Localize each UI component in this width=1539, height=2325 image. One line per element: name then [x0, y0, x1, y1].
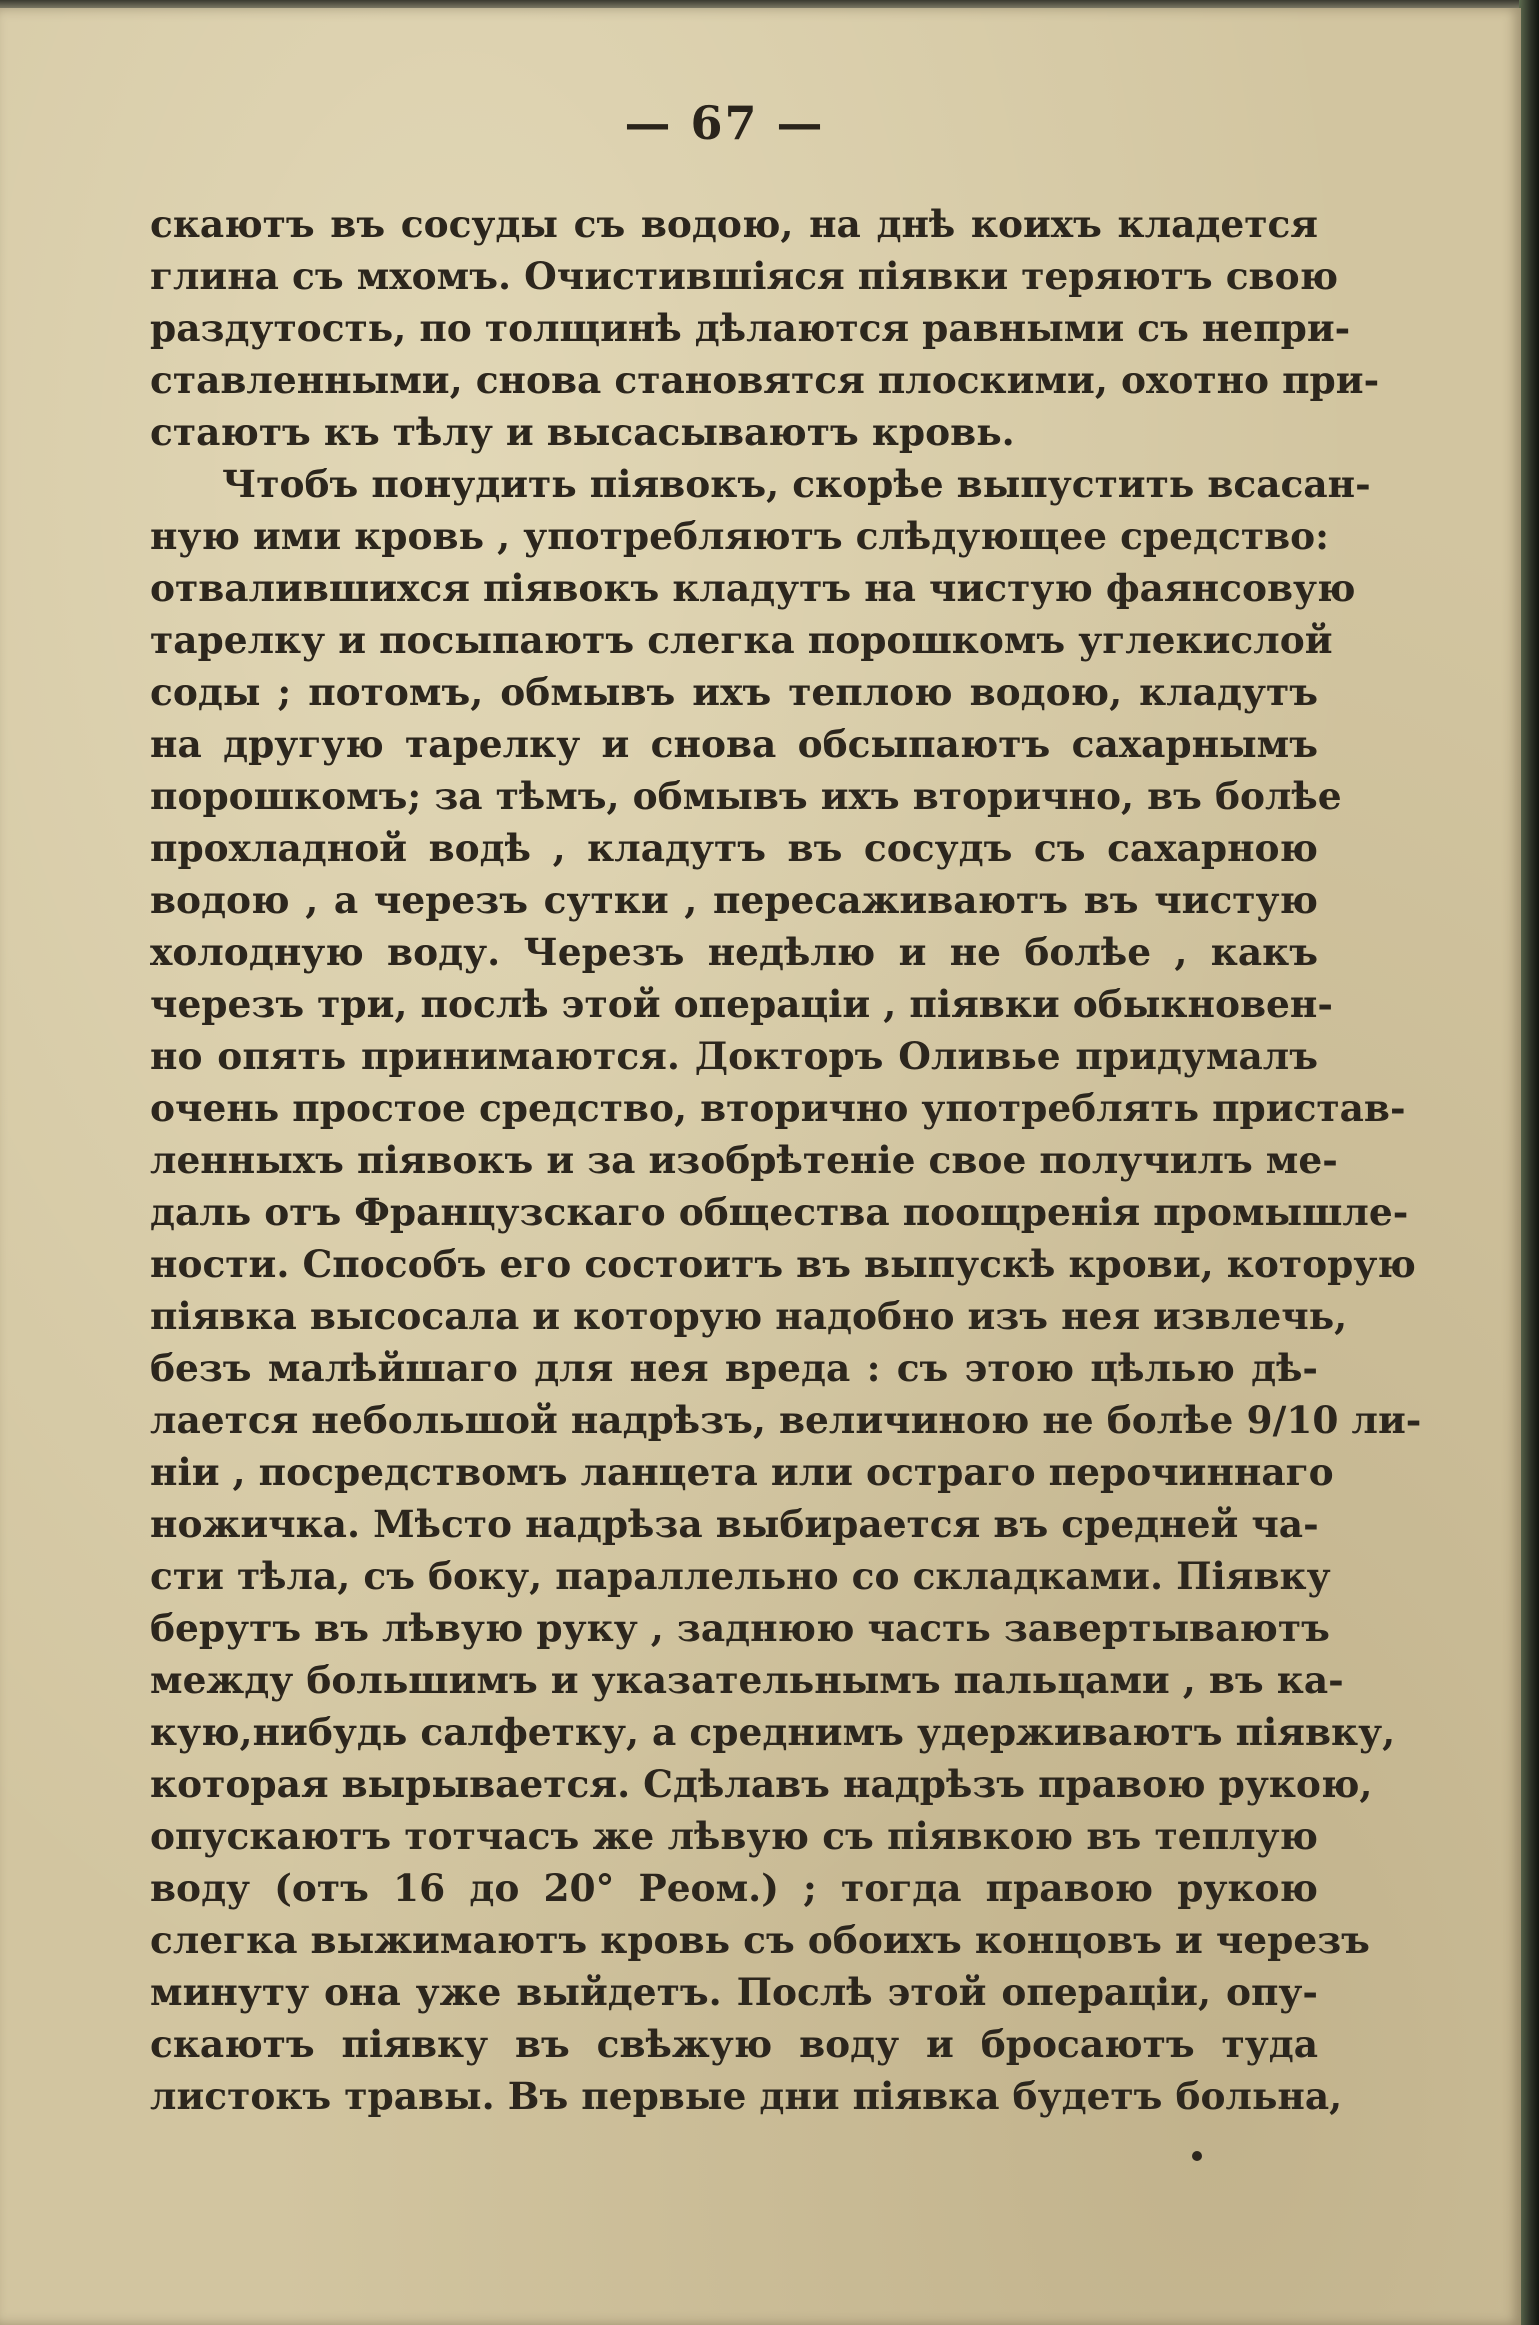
- text-line: на другую тарелку и снова обсыпаютъ сахарнымъ: [150, 722, 1318, 766]
- text-line: раздутость, по толщинѣ дѣлаются равными съ непри-: [150, 306, 1351, 350]
- text-line: даль отъ Французскаго общества поощренія промышле-: [150, 1190, 1409, 1234]
- text-line: минуту она уже выйдетъ. Послѣ этой операціи, опу-: [150, 1970, 1318, 2014]
- text-line: листокъ травы. Въ первые дни піявка будетъ больна,: [150, 2074, 1343, 2118]
- printer-mark: [1192, 2151, 1202, 2161]
- paragraph: [150, 458, 1422, 2122]
- text-line: слегка выжимаютъ кровь съ обоихъ концовъ и черезъ: [150, 1918, 1370, 1962]
- text-line: глина съ мхомъ. Очистившіяся піявки теряютъ свою: [150, 254, 1339, 298]
- text-line: воду (отъ 16 до 20° Реом.) ; тогда правою рукою: [150, 1866, 1318, 1910]
- text-line: черезъ три, послѣ этой операціи , піявки обыкновен-: [150, 982, 1333, 1026]
- text-line: сти тѣла, съ боку, параллельно со складками. Піявку: [150, 1554, 1331, 1598]
- text-line: порошкомъ; за тѣмъ, обмывъ ихъ вторично, въ болѣе: [150, 774, 1342, 818]
- text-line: берутъ въ лѣвую руку , заднюю часть завертываютъ: [150, 1606, 1330, 1650]
- text-line: ную ими кровь , употребляютъ слѣдующее средство:: [150, 514, 1329, 558]
- text-line: лается небольшой надрѣзъ, величиною не болѣе 9/10 ли-: [150, 1398, 1422, 1442]
- text-line: піявка высосала и которую надобно изъ нея извлечь,: [150, 1294, 1348, 1338]
- text-line: между большимъ и указательнымъ пальцами , въ ка-: [150, 1658, 1344, 1702]
- text-line: водою , а черезъ сутки , пересаживаютъ въ чистую: [150, 878, 1318, 922]
- book-page: [0, 8, 1521, 2325]
- text-line: ставленными, снова становятся плоскими, охотно при-: [150, 358, 1380, 402]
- text-line: скаютъ піявку въ свѣжую воду и бросаютъ туда: [150, 2022, 1318, 2066]
- text-line: ности. Способъ его состоитъ въ выпускѣ крови, которую: [150, 1242, 1416, 1286]
- text-line: стаютъ къ тѣлу и высасываютъ кровь.: [150, 410, 1015, 454]
- text-line: безъ малѣйшаго для нея вреда : съ этою цѣлью дѣ-: [150, 1346, 1318, 1390]
- text-line: кую,нибудь салфетку, а среднимъ удерживаютъ піявку,: [150, 1710, 1396, 1754]
- paragraph: [150, 198, 1380, 458]
- text-line: отвалившихся піявокъ кладутъ на чистую фаянсовую: [150, 566, 1356, 610]
- text-line: ленныхъ піявокъ и за изобрѣтеніе свое получилъ ме-: [150, 1138, 1338, 1182]
- text-line: опускаютъ тотчасъ же лѣвую съ піявкою въ теплую: [150, 1814, 1318, 1858]
- text-line: ножичка. Мѣсто надрѣза выбирается въ средней ча-: [150, 1502, 1319, 1546]
- text-line: которая вырывается. Сдѣлавъ надрѣзъ правою рукою,: [150, 1762, 1373, 1806]
- text-line: ніи , посредствомъ ланцета или остраго перочиннаго: [150, 1450, 1334, 1494]
- text-line: Чтобъ понудить піявокъ, скорѣе выпустить всасан-: [222, 462, 1371, 506]
- page-number: — 67 —: [624, 96, 825, 150]
- text-line: но опять принимаются. Докторъ Оливье придумалъ: [150, 1034, 1318, 1078]
- text-line: тарелку и посыпаютъ слегка порошкомъ углекислой: [150, 618, 1333, 662]
- text-line: скаютъ въ сосуды съ водою, на днѣ коихъ кладется: [150, 202, 1318, 246]
- text-line: очень простое средство, вторично употреблять пристав-: [150, 1086, 1406, 1130]
- text-line: прохладной водѣ , кладутъ въ сосудъ съ сахарною: [150, 826, 1318, 870]
- text-line: холодную воду. Черезъ недѣлю и не болѣе , какъ: [150, 930, 1318, 974]
- body-text: [150, 198, 1422, 2122]
- text-line: соды ; потомъ, обмывъ ихъ теплою водою, кладутъ: [150, 670, 1318, 714]
- book-spine-edge: [1519, 0, 1539, 2325]
